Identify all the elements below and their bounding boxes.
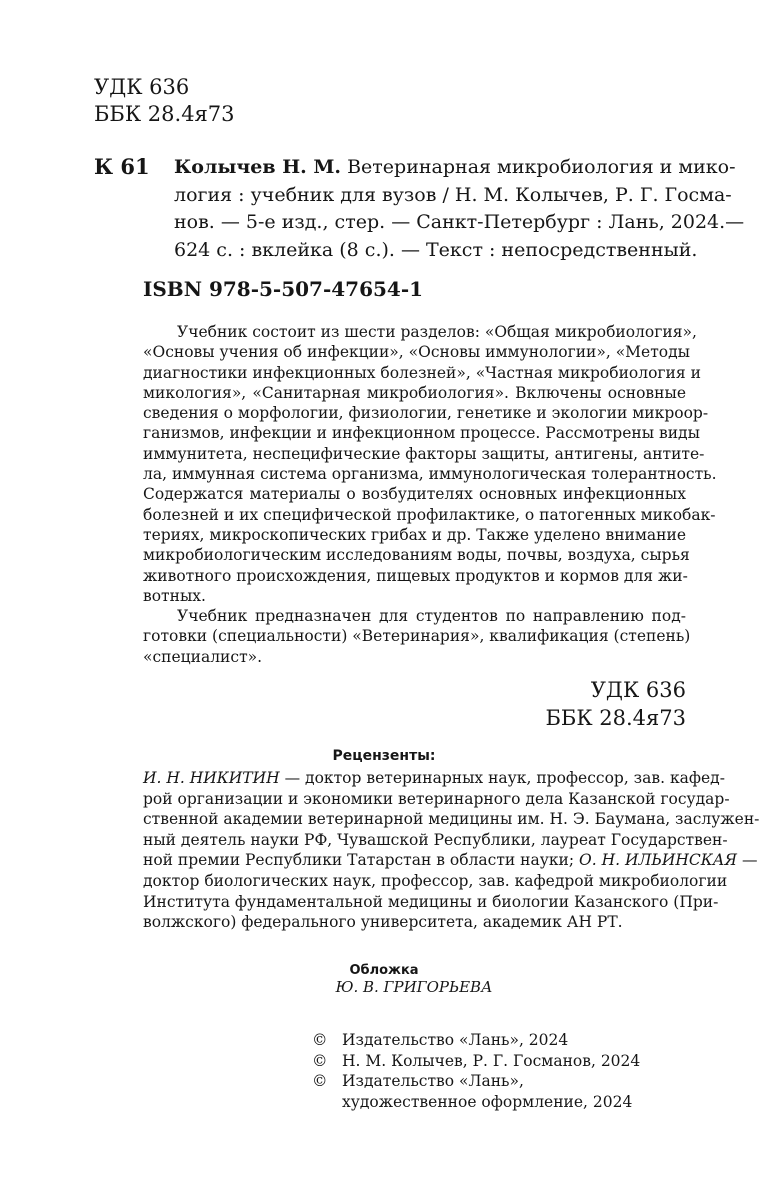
annotation-line: сведения о морфологии, физиологии, генетике и экологии микроор- <box>143 404 709 423</box>
title-line-4: 624 с. : вклейка (8 с.). — Текст : непосредственный. <box>174 238 698 261</box>
copyright-text: Издательство «Лань», 2024 <box>342 1031 569 1049</box>
author-sign: К 61 <box>94 154 150 179</box>
reviewers <box>143 768 760 933</box>
cover-heading: Обложка <box>349 963 419 978</box>
annotation-line: готовки (специальности) «Ветеринария», квалификация (степень) <box>143 627 691 646</box>
reviewer-text: ственной академии ветеринарной медицины им. Н. Э. Баумана, заслужен- <box>143 810 760 829</box>
reviewer-text: — <box>741 851 758 870</box>
annotation-line: микробиологическим исследованиям воды, почвы, воздуха, сырья <box>143 546 690 565</box>
annotation-line: животного происхождения, пищевых продуктов и кормов для жи- <box>143 566 688 585</box>
copyright-text: Н. М. Колычев, Р. Г. Госманов, 2024 <box>342 1051 641 1070</box>
copyright-text: Издательство «Лань», <box>342 1072 524 1090</box>
annotation-line: «специалист». <box>143 647 263 666</box>
reviewer-text: доктор биологических наук, профессор, зав. кафедрой микробиологии <box>143 871 728 890</box>
reviewer-text: ной премии Республики Татарстан в области науки; <box>143 851 575 870</box>
bbk-code: ББК 28.4я73 <box>94 102 235 126</box>
annotation-line: иммунитета, неспецифические факторы защиты, антигены, антите- <box>143 444 705 463</box>
reviewer-text: рой организации и экономики ветеринарного дела Казанской государ- <box>143 789 730 808</box>
reviewer-text: — доктор ветеринарных наук, профессор, зав. кафед- <box>284 769 725 787</box>
cover-author: Ю. В. ГРИГОРЬЕВА <box>335 978 493 996</box>
udk-bbk-top <box>94 74 235 128</box>
annotation-line: ла, иммунная система организма, иммунологическая толерантность. <box>143 465 717 484</box>
reviewer-text: Института фундаментальной медицины и биологии Казанского (При- <box>143 892 719 911</box>
copyright-symbol: © <box>312 1072 328 1090</box>
copyright-text: художественное оформление, 2024 <box>342 1092 633 1111</box>
reviewers-heading: Рецензенты: <box>332 748 436 764</box>
annotation-line: ганизмов, инфекции и инфекционном процессе. Рассмотрены виды <box>143 424 700 443</box>
copyright-symbol: © <box>312 1051 328 1070</box>
reviewer-text: волжского) федерального университета, академик АН РТ. <box>143 913 623 932</box>
annotation <box>143 322 717 667</box>
bibliographic-description <box>174 154 745 264</box>
title-line-3: нов. — 5-е изд., стер. — Санкт-Петербург : Лань, 2024.— <box>174 211 745 233</box>
udk-code: УДК 636 <box>94 75 190 99</box>
reviewer-name: О. Н. ИЛЬИНСКАЯ <box>579 851 738 870</box>
annotation-line: болезней и их специфической профилактике, о патогенных микобак- <box>143 505 716 524</box>
annotation-line: «Основы учения об инфекции», «Основы иммунологии», «Методы <box>143 343 691 362</box>
annotation-line: микология», «Санитарная микробиология». Включены основные <box>143 383 686 402</box>
copyright-line <box>312 1051 640 1072</box>
title-line-1: Ветеринарная микробиология и мико- <box>347 156 736 178</box>
annotation-line: Учебник предназначен для студентов по направлению под- <box>177 607 686 626</box>
author-name: Колычев Н. М. <box>174 156 342 178</box>
annotation-line: Содержатся материалы о возбудителях основных инфекционных <box>143 485 686 504</box>
reviewer-name: И. Н. НИКИТИН <box>143 769 280 787</box>
udk-bbk-right <box>545 676 686 732</box>
copyright-line <box>312 1071 640 1092</box>
isbn: ISBN 978-5-507-47654-1 <box>143 277 424 301</box>
annotation-line: Учебник состоит из шести разделов: «Общая микробиология», <box>177 323 697 341</box>
annotation-line: диагностики инфекционных болезней», «Частная микробиология и <box>143 363 701 382</box>
udk-code: УДК 636 <box>590 678 686 702</box>
copyright-line <box>312 1030 640 1051</box>
annotation-line: териях, микроскопических грибах и др. Также уделено внимание <box>143 525 686 544</box>
annotation-line: вотных. <box>143 586 206 605</box>
reviewer-text: ный деятель науки РФ, Чувашской Республики, лауреат Государствен- <box>143 830 728 849</box>
title-line-2: логия : учебник для вузов / Н. М. Колычев, Р. Г. Госма- <box>174 183 732 206</box>
copyrights <box>312 1030 640 1112</box>
copyright-symbol: © <box>312 1031 328 1049</box>
bbk-code: ББК 28.4я73 <box>545 706 686 730</box>
